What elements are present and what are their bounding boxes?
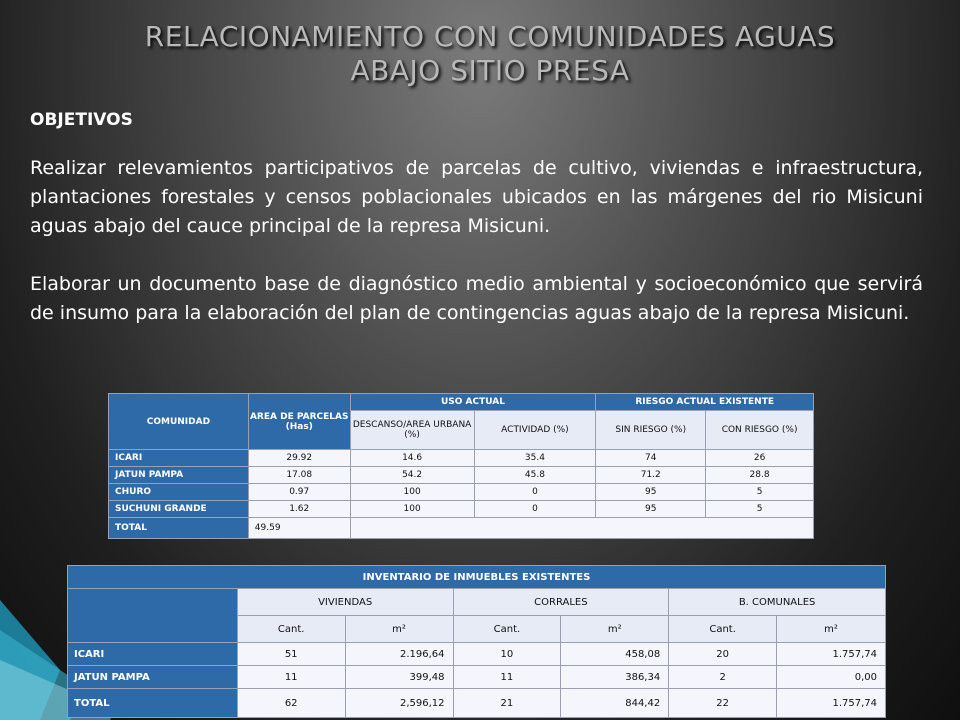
corrales-cant: 21 (453, 689, 561, 718)
viviendas-m2: 2,596,12 (345, 689, 453, 718)
objective-paragraph-1: Realizar relevamientos participativos de parcelas de cultivo, viviendas e infraestructura, plantaciones forestales y censos poblacionales ubicados en las márgenes del rio Misicuni aguas abajo del cauce principal de la represa Misicuni. (30, 157, 923, 237)
header-viviendas: VIVIENDAS (237, 589, 453, 616)
header-comunidad: COMUNIDAD (109, 394, 249, 450)
total-row (68, 689, 886, 718)
header-corrales: CORRALES (453, 589, 669, 616)
subheader-m2: m² (345, 616, 453, 643)
property-inventory-table (67, 565, 886, 718)
row-sin-riesgo: 95 (596, 501, 706, 518)
row-area: 17.08 (248, 467, 350, 484)
corrales-cant: 10 (453, 643, 561, 666)
table-row (68, 643, 886, 666)
row-con-riesgo: 26 (706, 450, 814, 467)
table-row (109, 450, 814, 467)
total-empty-cell (350, 518, 813, 539)
row-descanso: 54.2 (350, 467, 474, 484)
inventory-title: INVENTARIO DE INMUEBLES EXISTENTES (68, 566, 886, 589)
header-area-parcelas: AREA DE PARCELAS (Has) (248, 394, 350, 450)
row-descanso: 100 (350, 484, 474, 501)
total-row (109, 518, 814, 539)
row-actividad: 45.8 (474, 467, 596, 484)
row-name: JATUN PAMPA (109, 467, 249, 484)
comunales-cant: 2 (669, 666, 777, 689)
row-con-riesgo: 5 (706, 501, 814, 518)
header-riesgo-actual: RIESGO ACTUAL EXISTENTE (596, 394, 814, 411)
subheader-m2: m² (561, 616, 669, 643)
row-con-riesgo: 5 (706, 484, 814, 501)
subheader-con-riesgo: CON RIESGO (%) (706, 411, 814, 450)
viviendas-cant: 62 (237, 689, 345, 718)
subheader-cant: Cant. (453, 616, 561, 643)
corrales-m2: 458,08 (561, 643, 669, 666)
subheader-cant: Cant. (669, 616, 777, 643)
table-row (68, 666, 886, 689)
row-sin-riesgo: 95 (596, 484, 706, 501)
row-descanso: 14.6 (350, 450, 474, 467)
row-name: CHURO (109, 484, 249, 501)
viviendas-cant: 11 (237, 666, 345, 689)
table-row (109, 501, 814, 518)
slide-title (60, 20, 920, 88)
row-actividad: 0 (474, 484, 596, 501)
title-line-2: ABAJO SITIO PRESA (350, 54, 630, 87)
row-area: 29.92 (248, 450, 350, 467)
row-descanso: 100 (350, 501, 474, 518)
row-actividad: 35.4 (474, 450, 596, 467)
row-actividad: 0 (474, 501, 596, 518)
comunales-cant: 20 (669, 643, 777, 666)
corrales-cant: 11 (453, 666, 561, 689)
row-name: SUCHUNI GRANDE (109, 501, 249, 518)
corrales-m2: 386,34 (561, 666, 669, 689)
comunales-m2: 0,00 (777, 666, 886, 689)
subheader-sin-riesgo: SIN RIESGO (%) (596, 411, 706, 450)
row-con-riesgo: 28.8 (706, 467, 814, 484)
row-sin-riesgo: 74 (596, 450, 706, 467)
inventory-corner-cell (68, 589, 238, 643)
objective-paragraph-2: Elaborar un documento base de diagnóstico medio ambiental y socioeconómico que servirá de insumo para la elaboración del plan de contingencias aguas abajo de la represa Misicuni. (30, 273, 923, 324)
viviendas-cant: 51 (237, 643, 345, 666)
total-label: TOTAL (109, 518, 249, 539)
subheader-m2: m² (777, 616, 886, 643)
viviendas-m2: 399,48 (345, 666, 453, 689)
row-name: ICARI (68, 643, 238, 666)
land-use-table (108, 393, 814, 539)
comunales-cant: 22 (669, 689, 777, 718)
row-name: JATUN PAMPA (68, 666, 238, 689)
total-area: 49.59 (248, 518, 350, 539)
row-name: TOTAL (68, 689, 238, 718)
title-line-1: RELACIONAMIENTO CON COMUNIDADES AGUAS (144, 20, 836, 53)
viviendas-m2: 2.196,64 (345, 643, 453, 666)
row-sin-riesgo: 71.2 (596, 467, 706, 484)
row-area: 0.97 (248, 484, 350, 501)
header-comunales: B. COMUNALES (669, 589, 886, 616)
corrales-m2: 844,42 (561, 689, 669, 718)
subheader-actividad: ACTIVIDAD (%) (474, 411, 596, 450)
comunales-m2: 1.757,74 (777, 689, 886, 718)
row-area: 1.62 (248, 501, 350, 518)
header-uso-actual: USO ACTUAL (350, 394, 596, 411)
comunales-m2: 1.757,74 (777, 643, 886, 666)
table-row (109, 467, 814, 484)
subheader-cant: Cant. (237, 616, 345, 643)
table-row (109, 484, 814, 501)
subheader-descanso: DESCANSO/AREA URBANA (%) (350, 411, 474, 450)
row-name: ICARI (109, 450, 249, 467)
objectives-heading: OBJETIVOS (30, 110, 133, 130)
